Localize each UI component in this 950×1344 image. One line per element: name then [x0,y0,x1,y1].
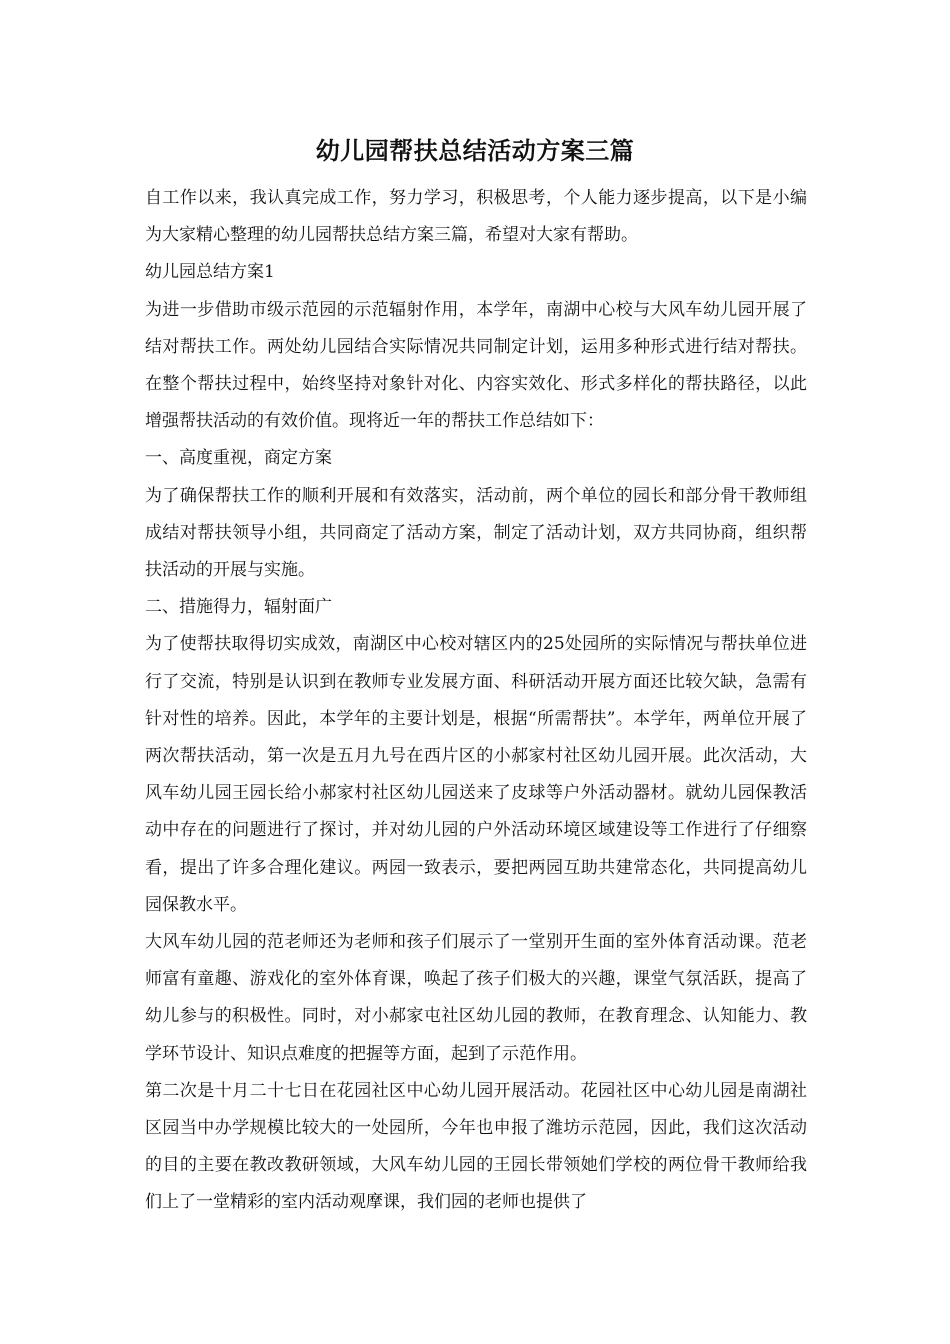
document-body [145,180,807,1222]
section-heading-plan-1: 幼儿园总结方案1 [145,262,275,283]
body-paragraph: 第二次是十月二十七日在花园社区中心幼儿园开展活动。花园社区中心幼儿园是南湖社区园当中办学规模比较大的一处园所，今年也申报了潍坊示范园，因此，我们这次活动的目的主要在教改教研领域，大风车幼儿园的王园长带领她们学校的两位骨干教师给我们上了一堂精彩的室内活动观摩课，我们园的老师也提供了 [145,1080,807,1213]
intro-paragraph: 自工作以来，我认真完成工作，努力学习，积极思考，个人能力逐步提高，以下是小编为大家精心整理的幼儿园帮扶总结方案三篇，希望对大家有帮助。 [145,188,807,246]
document-title: 幼儿园帮扶总结活动方案三篇 [315,136,635,165]
section-heading-1: 一、高度重视，商定方案 [145,448,332,469]
body-paragraph: 大风车幼儿园的范老师还为老师和孩子们展示了一堂别开生面的室外体育活动课。范老师富有童趣、游戏化的室外体育课，唤起了孩子们极大的兴趣，课堂气氛活跃，提高了幼儿参与的积极性。同时，对小郝家屯社区幼儿园的教师，在教育理念、认知能力、教学环节设计、知识点难度的把握等方面，起到了示范作用。 [145,932,807,1064]
section-heading-2: 二、措施得力，辐射面广 [145,597,332,618]
body-paragraph: 为了使帮扶取得切实成效，南湖区中心校对辖区内的25处园所的实际情况与帮扶单位进行了交流，特别是认识到在教师专业发展方面、科研活动开展方面还比较欠缺，急需有针对性的培养。因此，本学年的主要计划是，根据“所需帮扶”。本学年，两单位开展了两次帮扶活动，第一次是五月九号在西片区的小郝家村社区幼儿园开展。此次活动，大风车幼儿园王园长给小郝家村社区幼儿园送来了皮球等户外活动器材。就幼儿园保教活动中存在的问题进行了探讨，并对幼儿园的户外活动环境区域建设等工作进行了仔细察看，提出了许多合理化建议。两园一致表示，要把两园互助共建常态化，共同提高幼儿园保教水平。 [145,634,807,915]
body-paragraph: 为了确保帮扶工作的顺利开展和有效落实，活动前，两个单位的园长和部分骨干教师组成结对帮扶领导小组，共同商定了活动方案，制定了活动计划，双方共同协商，组织帮扶活动的开展与实施。 [145,485,807,581]
body-paragraph: 为进一步借助市级示范园的示范辐射作用，本学年，南湖中心校与大风车幼儿园开展了结对帮扶工作。两处幼儿园结合实际情况共同制定计划，运用多种形式进行结对帮扶。在整个帮扶过程中，始终坚持对象针对化、内容实效化、形式多样化的帮扶路径，以此增强帮扶活动的有效价值。现将近一年的帮扶工作总结如下： [145,299,807,432]
